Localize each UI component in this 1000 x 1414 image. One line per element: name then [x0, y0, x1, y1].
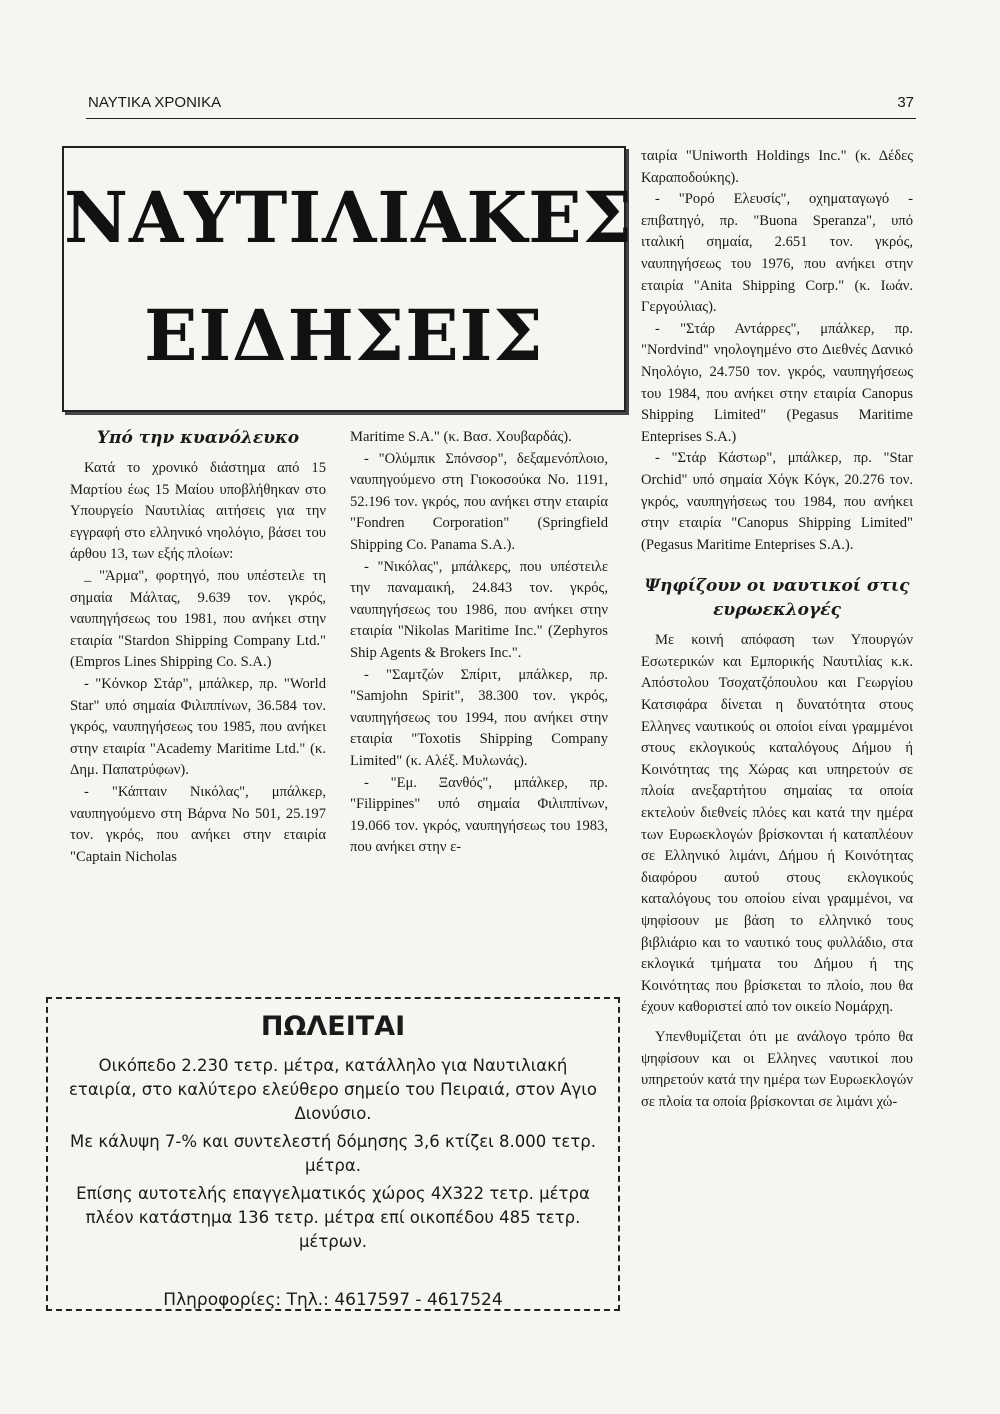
paragraph: - "Ολύμπικ Σπόνσορ", δεξαμενόπλοιο, ναυπηγούμενο στη Γιοκοσούκα Νο. 1191, 52.196 τον. γκρός, που ανήκει στην εταιρία "Fondren Corporation" (Springfield Shipping Co. Panama S.A.).: [350, 450, 608, 553]
classified-ad: [46, 997, 620, 1311]
paragraph: Υπενθυμίζεται ότι με ανάλογο τρόπο θα ψηφίσουν και οι Ελληνες ναυτικοί που υπηρετούν κατά την ημέρα των Ευρωεκλογών σε πλοία τα οποία βρίσκονται σε λιμάνι χώ-: [641, 1028, 913, 1110]
paragraph: - "Κόνκορ Στάρ", μπάλκερ, πρ. "World Star" υπό σημαία Φιλιππίνων, 36.584 τον. γκρός, ναυπηγήσεως του 1985, που ανήκει στην εταιρία "Academy Maritime Ltd." (κ. Δημ. Παπατρύφων).: [70, 675, 326, 779]
paragraph: - "Σαμτζών Σπίριτ, μπάλκερ, πρ. "Samjohn Spirit", 38.300 τον. γκρός, ναυπηγήσεως του 1994, που ανήκει στην εταιρία "Toxotis Shipping Company Limited" (κ. Αλέξ. Μυλωνάς).: [350, 666, 608, 769]
title-box: [62, 146, 634, 412]
section-heading: Υπό την κυανόλευκο: [96, 428, 300, 448]
paragraph: - "Κάπταιν Νικόλας", μπάλκερ, ναυπηγούμενο στη Βάρνα Νο 501, 25.197 τον. γκρός, που ανήκει στην εταιρία "Captain Nicholas: [70, 783, 326, 865]
section-heading: Ψηφίζουν οι ναυτικοί στις ευρωεκλογές: [644, 576, 910, 621]
paragraph: Maritime S.A." (κ. Βασ. Χουβαρδάς).: [350, 429, 572, 445]
column-3: [641, 146, 913, 1113]
publication-name: ΝΑΥΤΙΚΑ ΧΡΟΝΙΚΑ: [88, 94, 222, 111]
ad-line: Οικόπεδο 2.230 τετρ. μέτρα, κατάλληλο για Ναυτιλιακή εταιρία, στο καλύτερο ελεύθερο σημείο του Πειραιά, στον Αγιο Διονύσιο.: [69, 1056, 597, 1123]
paragraph: - "Ρορό Ελευσίς", οχηματαγωγό - επιβατηγό, πρ. "Buona Speranza", υπό ιταλική σημαία, 2.651 τον. γκρός, ναυπηγήσεως του 1976, που ανήκει στην εταιρία "Anita Shipping Corp." (κ. Ιωάν. Γεργούλιας).: [641, 191, 913, 316]
paragraph: - "Νικόλας", μπάλκερς, που υπέστειλε την παναμαική, 24.843 τον. γκρός, ναυπηγήσεως του 1986, που ανήκει στην εταιρία "Nikolas Maritime Inc." (Zephyros Ship Agents & Brokers Inc.".: [350, 558, 608, 661]
title-line-2: ΕΙΔΗΣΕΙΣ: [144, 294, 544, 377]
paragraph: - "Στάρ Αντάρρες", μπάλκερ, πρ. "Nordvind" νηολογημένο στο Διεθνές Δανικό Νηολόγιο, 24.750 τον. γκρός, ναυπηγήσεως του 1984, που ανήκει στην εταιρία Canopus Shipping Limited" (Pegasus Maritime Enteprises S.A.): [641, 320, 913, 445]
ad-title: ΠΩΛΕΙΤΑΙ: [260, 1011, 406, 1042]
ad-contact: Πληροφορίες: Τηλ.: 4617597 - 4617524: [163, 1290, 503, 1310]
title-line-1: ΝΑΥΤΙΛΙΑΚΕΣ: [64, 176, 634, 259]
paragraph: _ "Άρμα", φορτηγό, που υπέστειλε τη σημαία Μάλτας, 9.639 τον. γκρός, ναυπηγήσεως του 1981, που ανήκει στην εταιρία "Stardon Shipping Company Ltd." (Empros Lines Shipping Co. S.A.): [70, 567, 326, 671]
header-rule: [86, 118, 916, 119]
paragraph: - "Στάρ Κάστωρ", μπάλκερ, πρ. "Star Orchid" υπό σημαία Χόγκ Κόγκ, 20.276 τον. γκρός, ναυπηγήσεως του 1984, που ανήκει στην εταιρία "Canopus Shipping Limited" (Pegasus Maritime Enteprises S.A.).: [641, 450, 913, 553]
paragraph: Κατά το χρονικό διάστημα από 15 Μαρτίου έως 15 Μαίου υποβλήθηκαν στο Υπουργείο Ναυτιλίας αιτήσεις για την εγγραφή στο ελληνικό νηολόγιο, βάσει του άρθου 13, των εξής πλοίων:: [70, 460, 326, 563]
column-2: [350, 427, 608, 859]
ad-line: Με κάλυψη 7-% και συντελεστή δόμησης 3,6 κτίζει 8.000 τετρ. μέτρα.: [70, 1132, 596, 1175]
paragraph: ταιρία "Uniworth Holdings Inc." (κ. Δέδες Καραποδούκης).: [641, 148, 913, 186]
page-number: 37: [897, 94, 914, 111]
paragraph: Με κοινή απόφαση των Υπουργών Εσωτερικών και Εμπορικής Ναυτιλίας κ.κ. Απόστολου Τσοχατζόπουλου και Γεωργίου Κατσιφάρα δίνεται η δυνατότητα στους Ελληνες ναυτικούς οι οποίοι είναι γραμμένοι στους εκλογικούς καταλόγους Δήμου ή Κοινότητας της Χώρας και υπηρετούν σε πλοία ανεξαρτήτου σημαίας τα οποία εκτελούν διεθνείς πλόες και κατά την ημέρα των Ευρωεκλογών βρίσκονται ή καταπλέουν σε Ελληνικό λιμάνι, Δήμου ή Κοινότητας διαφόρου αυτού στους εκλογικούς καταλόγους του οποίου είναι γραμμένοι, να ψηφίσουν με βάση το ελληνικό τους βιβλιάριο και το ναυτικό τους φυλλάδιο, στα εκλογικά τμήματα του Δήμου ή της Κοινότητας που βρίσκεται το πλοίο, που θα έχουν καθοριστεί από τον οικείο Νομάρχη.: [641, 632, 913, 1016]
column-1: [70, 426, 326, 868]
ad-line: Επίσης αυτοτελής επαγγελματικός χώρος 4Χ322 τετρ. μέτρα πλέον κατάστημα 136 τετρ. μέτρα επί οικοπέδου 485 τετρ. μέτρων.: [76, 1184, 590, 1251]
paragraph: - "Εμ. Ξανθός", μπάλκερ, πρ. "Filippines" υπό σημαία Φιλιππίνων, 19.066 τον. γκρός, ναυπηγήσεως του 1983, που ανήκει στην ε-: [350, 774, 608, 856]
